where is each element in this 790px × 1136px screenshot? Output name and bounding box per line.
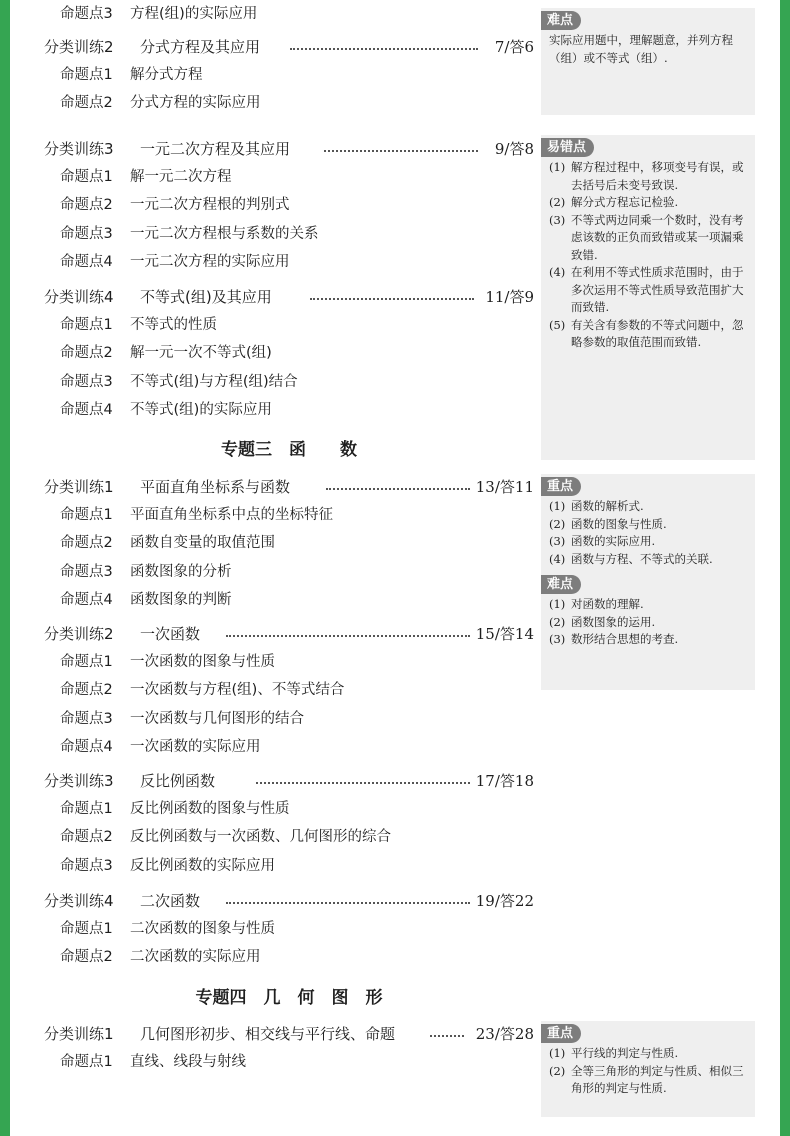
toc-section [44,473,534,615]
note-item [549,1045,749,1063]
dot-leader [226,635,470,637]
toc-point[interactable] [44,163,534,191]
toc-point[interactable] [44,1048,534,1076]
dot-leader [430,1035,464,1037]
note-list [541,594,755,653]
point-title: 一元二次方程根的判别式 [130,197,290,214]
section-title: 不等式(组)及其应用 [140,288,272,306]
point-title: 反比例函数的图象与性质 [130,801,290,817]
point-label: 命题点2 [60,682,113,699]
toc-point[interactable] [44,705,534,733]
note-item-number: (1) [549,160,566,174]
note-item [549,212,749,265]
point-title: 解分式方程 [130,67,203,83]
toc-point[interactable] [44,339,534,367]
point-title: 平面直角坐标系中点的坐标特征 [130,507,333,523]
page-ref: 9/答8 [494,140,534,158]
note-item [549,159,749,194]
toc-section [44,283,534,425]
page-ref: 23/答28 [475,1025,534,1043]
note-item [549,1063,749,1098]
point-title: 函数图象的分析 [130,563,232,580]
section-label: 分类训练1 [44,478,114,496]
section-title: 一次函数 [140,625,201,643]
note-item [549,631,749,649]
toc-point[interactable] [44,220,534,248]
note-item-number: (1) [549,499,566,513]
point-label: 命题点3 [60,373,113,390]
point-label: 命题点4 [60,592,113,609]
point-label: 命题点2 [60,197,113,214]
section-title: 分式方程及其应用 [140,38,261,56]
point-label: 命题点1 [60,317,113,333]
point-label: 命题点4 [60,739,113,756]
toc-section [44,33,534,118]
section-label: 分类训练3 [44,140,114,158]
toc-point[interactable] [44,61,534,89]
toc-subsection[interactable] [44,767,534,795]
toc-point[interactable] [44,396,534,424]
toc-point[interactable] [44,191,534,219]
section-title: 平面直角坐标系与函数 [140,478,291,496]
toc-carryover [44,0,534,28]
point-label: 命题点3 [60,710,113,727]
toc-subsection[interactable] [44,620,534,648]
toc-subsection[interactable] [44,1020,534,1048]
page-ref: 19/答22 [475,892,534,910]
section-title: 二次函数 [140,892,201,910]
toc-point[interactable] [44,943,534,971]
note-item [549,596,749,614]
page-ref: 7/答6 [494,38,534,56]
section-label: 分类训练1 [44,1025,114,1043]
note-item-text: 对函数的理解. [571,597,644,611]
note-tag: 难点 [541,11,581,30]
dot-leader [324,150,478,152]
note-item-number: (4) [549,551,566,566]
note-list [541,496,755,572]
note-item-text: 数形结合思想的考查. [571,632,679,646]
note-item-number: (4) [549,265,566,279]
note-item-text: 解方程过程中，移项变号有误，或去括号后未变号致误. [571,160,744,192]
toc-section [44,620,534,762]
toc-subsection[interactable] [44,473,534,501]
note-item-number: (1) [549,597,566,611]
point-title: 一次函数与几何图形的结合 [130,710,304,727]
point-label: 命题点1 [60,169,113,185]
point-title: 函数自变量的取值范围 [130,535,275,552]
point-label: 命题点3 [60,563,113,580]
point-label: 命题点1 [60,67,113,83]
page-ref: 11/答9 [485,288,534,306]
point-title: 不等式(组)的实际应用 [130,402,272,419]
point-label: 命题点1 [60,921,113,937]
toc-point[interactable] [44,586,534,614]
note-item-number: (2) [549,195,566,209]
point-label: 命题点1 [60,654,113,670]
dot-leader [290,48,478,50]
toc-point[interactable] [44,311,534,339]
note-item-text: 函数与方程、不等式的关联. [571,551,713,566]
point-title: 不等式的性质 [130,317,217,333]
point-title: 解一元一次不等式(组) [130,345,272,362]
point-label: 命题点2 [60,345,113,362]
toc-subsection[interactable] [44,135,534,163]
point-title: 一次函数的实际应用 [130,739,261,756]
note-text: 实际应用题中，理解题意，并列方程（组）或不等式（组）. [549,33,733,65]
point-title: 函数图象的判断 [130,592,232,609]
point-title: 二次函数的实际应用 [130,949,261,966]
note-item [549,614,749,632]
point-title: 反比例函数的实际应用 [130,857,275,874]
note-list [541,1043,755,1102]
point-label: 命题点1 [60,507,113,523]
toc-point[interactable] [44,501,534,529]
toc-section [44,1020,534,1076]
point-title: 一次函数与方程(组)、不等式结合 [130,682,345,699]
section-label: 分类训练4 [44,288,114,306]
page-ref: 17/答18 [475,772,534,790]
note-item-text: 平行线的判定与性质. [571,1046,679,1060]
point-label: 命题点3 [60,225,113,242]
toc-point[interactable] [44,676,534,704]
point-title: 解一元二次方程 [130,169,232,185]
toc-point[interactable] [44,823,534,851]
toc-point[interactable] [44,648,534,676]
note-item-text: 在利用不等式性质求范围时，由于多次运用不等式性质导致范围扩大而致错. [571,265,744,314]
note-item-number: (2) [549,516,566,531]
toc-section [44,767,534,880]
note-item-text: 函数的实际应用. [571,534,656,548]
toc-point[interactable] [44,368,534,396]
toc-point[interactable] [44,529,534,557]
note-item-number: (3) [549,534,566,548]
page-ref: 13/答11 [475,478,534,496]
toc-subsection[interactable] [44,33,534,61]
note-tag: 重点 [541,477,581,496]
toc-point[interactable] [44,248,534,276]
point-label: 命题点2 [60,949,113,966]
note-item-text: 解分式方程忘记检验. [571,195,679,209]
note-box [541,135,755,460]
point-title: 反比例函数与一次函数、几何图形的综合 [130,829,391,846]
point-title: 分式方程的实际应用 [130,95,261,112]
section-label: 分类训练3 [44,772,114,790]
note-item [549,551,749,569]
point-label: 命题点2 [60,829,113,846]
point-title: 二次函数的图象与性质 [130,921,275,937]
note-box [541,474,755,690]
toc-page [10,0,780,1136]
toc-point[interactable] [44,852,534,880]
point-label: 命题点1 [60,1054,113,1070]
note-item-text: 函数的解析式. [571,499,644,513]
dot-leader [256,782,470,784]
section-title: 一元二次方程及其应用 [140,140,291,158]
point-label: 命题点3 [60,857,113,874]
toc-point[interactable] [44,558,534,586]
note-item-number: (3) [549,632,566,646]
note-item-text: 不等式两边同乘一个数时，没有考虑该数的正负而致错或某一项漏乘致错. [571,212,744,262]
note-box [541,8,755,115]
point-label: 命题点2 [60,95,113,112]
section-title: 反比例函数 [140,772,216,790]
toc-point[interactable] [44,795,534,823]
note-item-number: (2) [549,1063,566,1078]
point-title: 一元二次方程根与系数的关系 [130,225,319,242]
note-item [549,498,749,516]
toc-subsection[interactable] [44,887,534,915]
point-label: 命题点4 [60,254,113,271]
point-title: 方程(组)的实际应用 [130,6,258,22]
dot-leader [226,902,470,904]
note-item-text: 函数图象的运用. [571,614,656,629]
note-item-number: (3) [549,212,566,227]
note-item [549,194,749,212]
point-label: 命题点3 [60,6,113,22]
note-item-number: (1) [549,1046,566,1060]
note-box [541,1021,755,1117]
note-item-text: 全等三角形的判定与性质、相似三角形的判定与性质. [571,1063,744,1095]
point-title: 直线、线段与射线 [130,1054,246,1070]
point-title: 不等式(组)与方程(组)结合 [130,373,298,390]
page-ref: 15/答14 [475,625,534,643]
topic-heading[interactable]: 专题四 几 何 图 形 [195,988,383,1008]
section-title: 几何图形初步、相交线与平行线、命题 [140,1025,396,1043]
note-list [541,157,755,356]
note-tag: 重点 [541,1024,581,1043]
note-item-number: (5) [549,317,566,332]
note-item-text: 函数的图象与性质. [571,516,667,531]
point-label: 命题点2 [60,535,113,552]
point-label: 命题点4 [60,402,113,419]
section-label: 分类训练4 [44,892,114,910]
note-item-text: 有关含有参数的不等式问题中，忽略参数的取值范围而致错. [571,317,744,349]
note-item [549,264,749,317]
point-title: 一次函数的图象与性质 [130,654,275,670]
toc-subsection[interactable] [44,283,534,311]
note-item [549,533,749,551]
point-title: 一元二次方程的实际应用 [130,254,290,271]
dot-leader [310,298,474,300]
topic-heading[interactable]: 专题三 函 数 [221,440,357,460]
section-label: 分类训练2 [44,625,114,643]
section-label: 分类训练2 [44,38,114,56]
toc-section [44,135,534,277]
dot-leader [326,488,470,490]
note-item-number: (2) [549,614,566,629]
toc-section [44,887,534,972]
note-tag: 难点 [541,575,581,594]
toc-point[interactable] [44,915,534,943]
note-item [549,516,749,534]
note-item [549,317,749,352]
note-tag: 易错点 [541,138,594,157]
toc-point[interactable] [44,89,534,117]
toc-point[interactable] [44,0,534,28]
point-label: 命题点1 [60,801,113,817]
toc-point[interactable] [44,733,534,761]
